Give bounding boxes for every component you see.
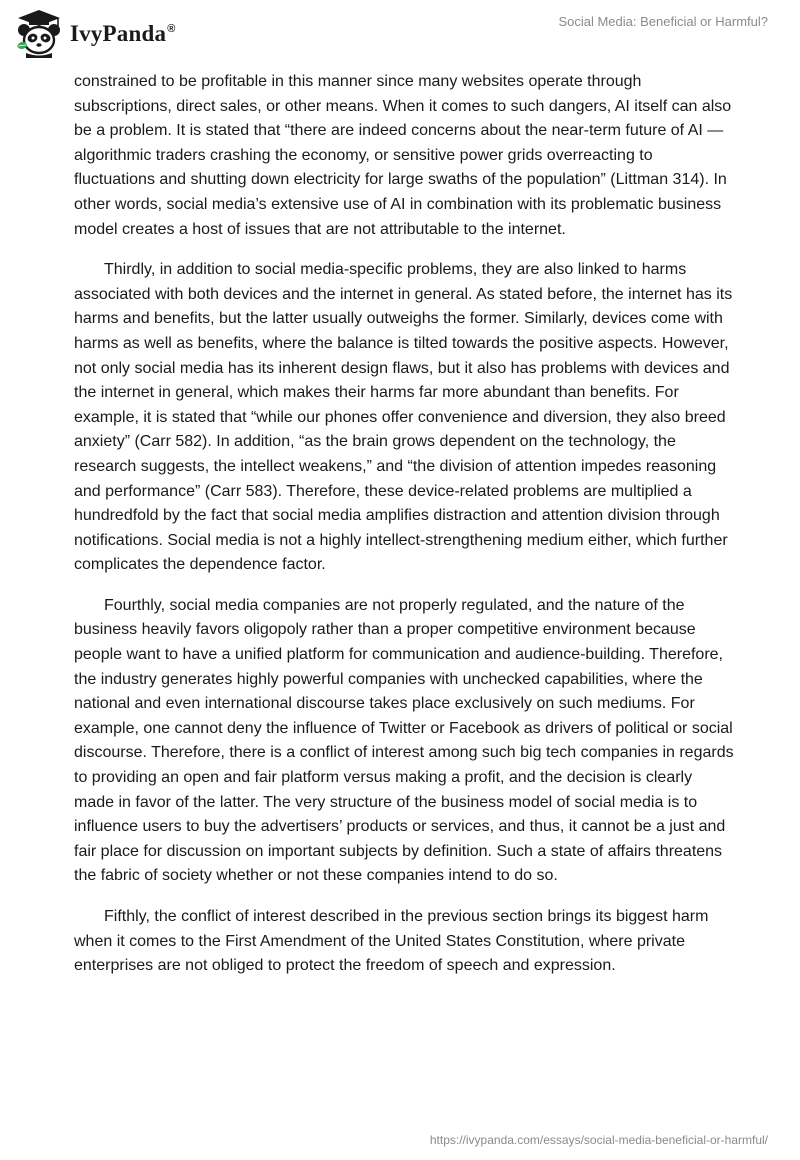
paragraph-continuation: constrained to be profitable in this manner since many websites operate through subscriptions, direct sales, or other means. When it comes to such dangers, AI itself can also be a problem. It is stated that “there are indeed concerns about the near-term future of AI —algorithmic traders crashing the economy, or sensitive power grids overreacting to fluctuations and shutting down electricity for large swaths of the population” (Littman 314). In other words, social media’s extensive use of AI in combination with its problematic business model creates a host of issues that are not attributable to the internet. [74, 73, 732, 238]
page-header [0, 0, 800, 70]
logo-text: IvyPanda [70, 21, 167, 46]
essay-body [74, 70, 734, 995]
logo-wordmark [70, 21, 176, 47]
paragraph-thirdly: Thirdly, in addition to social media-specific problems, they are also linked to harms associated with both devices and the internet in general. As stated before, the internet has its harms and benefits, but the latter usually outweighs the former. Similarly, devices come with harms as well as benefits, where the balance is tilted towards the positive aspects. However, not only social media has its inherent design flaws, but it also has problems with devices and the internet in general, which makes their harms far more abundant than benefits. For example, it is stated that “while our phones offer convenience and diversion, they also breed anxiety” (Carr 582). In addition, “as the brain grows dependent on the technology, the research suggests, the intellect weakens,” and “the division of attention impedes reasoning and performance” (Carr 583). Therefore, these device-related problems are multiplied a hundredfold by the fact that social media amplifies distraction and attention division through notifications. Social media is not a highly intellect-strengthening medium either, which further complicates the dependence factor. [74, 261, 733, 574]
paragraph-fourthly: Fourthly, social media companies are not properly regulated, and the nature of the business heavily favors oligopoly rather than a proper competitive environment because people want to have a unified platform for communication and audience-building. Therefore, the industry generates highly powerful companies with unchecked capabilities, where the national and even international discourse takes place exclusively on such mediums. For example, one cannot deny the influence of Twitter or Facebook as drivers of political or social discourse. Therefore, there is a conflict of interest among such big tech companies in regards to providing an open and fair platform versus making a profit, and the decision is clearly made in favor of the latter. The very structure of the business model of social media is to influence users to buy the advertisers’ products or services, and thus, it cannot be a just and fair place for discussion on important subjects by definition. Such a state of affairs threatens the fabric of society whether or not these companies intend to do so. [74, 596, 734, 885]
document-title: Social Media: Beneficial or Harmful? [558, 14, 768, 29]
registered-mark: ® [167, 23, 176, 36]
paragraph-fifthly: Fifthly, the conflict of interest described in the previous section brings its biggest harm when it comes to the First Amendment of the United States Constitution, where private enterprises are not obliged to protect the freedom of speech and expression. [74, 908, 709, 975]
source-url-link[interactable]: https://ivypanda.com/essays/social-media-beneficial-or-harmful/ [429, 1133, 768, 1147]
ivypanda-logo[interactable] [14, 8, 176, 58]
panda-logo-icon [14, 8, 64, 58]
